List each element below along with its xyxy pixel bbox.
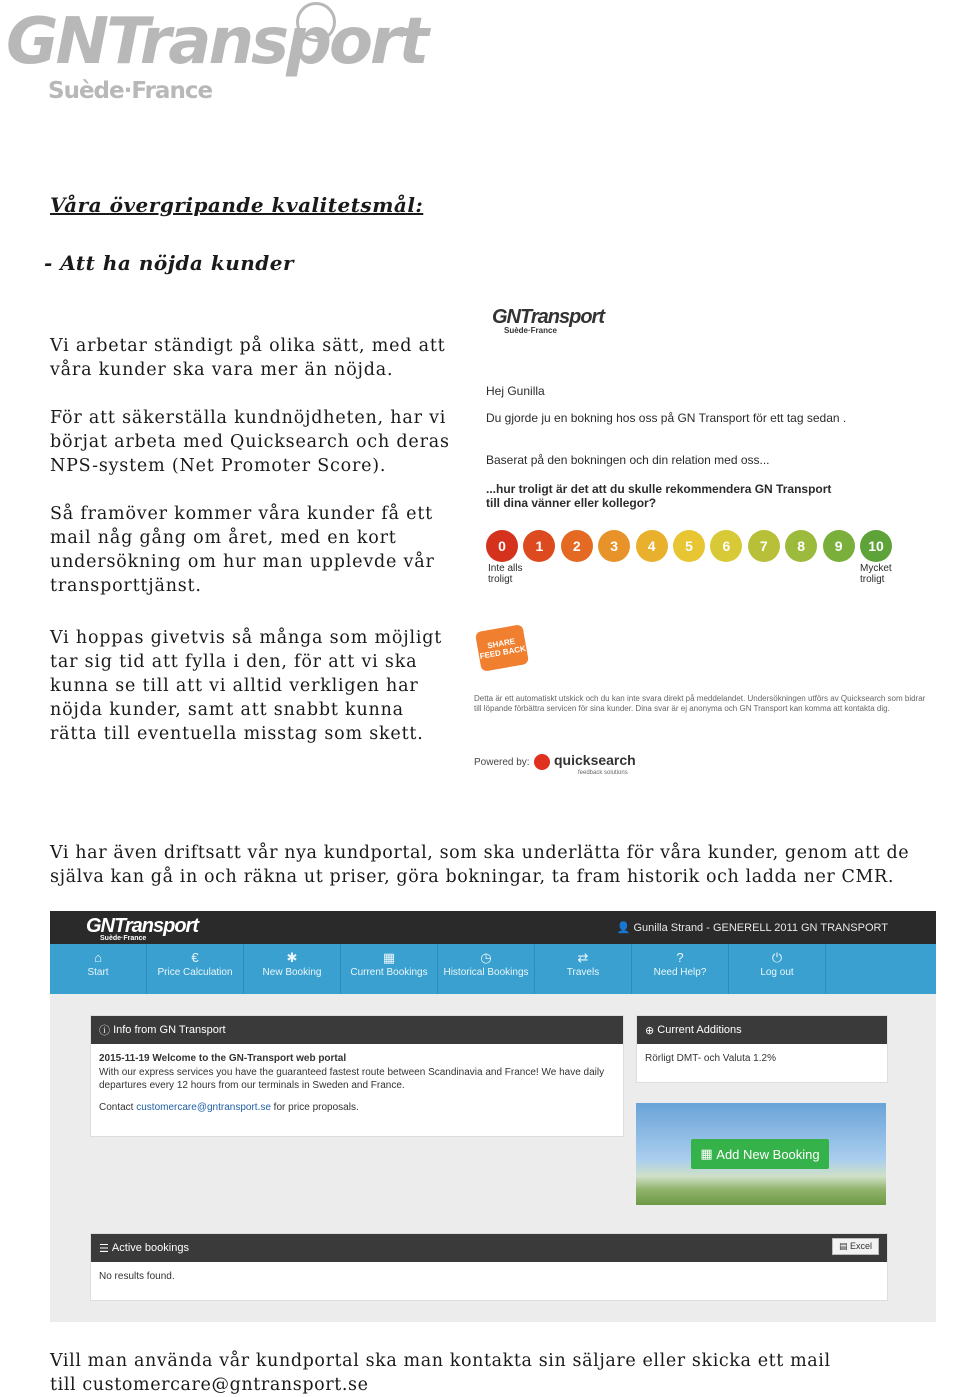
scale-high-label: Mycket troligt <box>860 563 892 585</box>
portal-logo: GNTransport <box>86 915 198 937</box>
quality-goal: - Att ha nöjda kunder <box>44 251 295 275</box>
logo-text: GNTransport <box>6 5 427 79</box>
info-headline: 2015-11-19 Welcome to the GN-Transport web portal <box>99 1053 347 1064</box>
portal-user-label <box>617 921 888 934</box>
survey-logo: GNTransport <box>492 306 604 328</box>
nav-label: Travels <box>566 967 600 978</box>
info-icon: ⓘ <box>99 1025 114 1037</box>
additions-text: Rörligt DMT- och Valuta 1.2% <box>645 1053 776 1064</box>
portal-topbar <box>50 911 936 944</box>
info-panel <box>90 1015 624 1137</box>
nps-score-6[interactable]: 6 <box>710 530 742 562</box>
active-bookings-panel <box>90 1233 888 1301</box>
nav-icon: ? <box>676 950 684 965</box>
excel-label: Excel <box>849 1241 872 1251</box>
contact-email-link[interactable]: customercare@gntransport.se <box>136 1102 271 1113</box>
survey-footer: Detta är ett automatiskt utskick och du kan inte svara direkt på meddelandet. Undersökningen utförs av Quicksearch som bidrar till löpande förbättra servicen för sina kunder. Dina svar är ej anonyma och GN Transport kan komma att kontakta dig. <box>474 694 926 713</box>
active-bookings-title: Active bookings <box>111 1242 189 1254</box>
nav-icon: ⏻ <box>771 950 783 965</box>
nav-icon: ✱ <box>286 950 298 965</box>
nav-item-historical-bookings[interactable] <box>438 944 535 994</box>
nav-icon: ◷ <box>480 950 492 965</box>
nav-label: New Booking <box>262 967 322 978</box>
nav-label: Historical Bookings <box>443 967 529 978</box>
nps-score-9[interactable]: 9 <box>823 530 855 562</box>
nav-icon: ⌂ <box>94 950 102 965</box>
plus-circle-icon: ⊕ <box>645 1024 658 1037</box>
additions-panel-header <box>637 1016 887 1044</box>
company-logo <box>6 2 427 112</box>
share-feedback-badge: SHARE FEED BACK <box>475 624 529 672</box>
nps-score-0[interactable]: 0 <box>486 530 518 562</box>
nav-item-price-calculation[interactable] <box>147 944 244 994</box>
nav-item-start[interactable] <box>50 944 147 994</box>
list-icon: ☰ <box>99 1242 112 1255</box>
nps-score-3[interactable]: 3 <box>598 530 630 562</box>
survey-line-2: Baserat på den bokningen och din relation med oss... <box>486 453 770 467</box>
info-text: With our express services you have the guaranteed fastest route between Scandinavia and France! We have daily departures every 12 hours from our terminals in Sweden and France. <box>99 1067 605 1091</box>
paragraph-6: Vill man använda vår kundportal ska man kontakta sin säljare eller skicka ett mail till customercare@gntransport.se <box>50 1351 831 1395</box>
nps-score-10[interactable]: 10 <box>860 530 892 562</box>
active-bookings-header <box>91 1234 887 1262</box>
paragraph-1: Vi arbetar ständigt på olika sätt, med att våra kunder ska vara mer än nöjda. <box>50 336 446 380</box>
user-icon: 👤 <box>616 922 634 934</box>
survey-greeting: Hej Gunilla <box>486 384 545 398</box>
add-booking-label: Add New Booking <box>716 1146 820 1162</box>
excel-export-button[interactable] <box>832 1238 879 1255</box>
add-new-booking-button[interactable] <box>691 1139 829 1169</box>
info-panel-header <box>91 1016 623 1044</box>
quicksearch-logo-text: quicksearch <box>554 752 636 768</box>
paragraph-3: Så framöver kommer våra kunder få ett mail någ gång om året, med en kort undersökning om hur man upplevde vår transporttjänst. <box>50 504 435 596</box>
portal-screenshot <box>50 911 936 1322</box>
nav-label: Start <box>87 967 109 978</box>
calendar-icon: ▦ <box>700 1146 717 1161</box>
nav-label: Current Bookings <box>350 967 428 978</box>
nav-icon: ▦ <box>382 950 396 965</box>
survey-question-1: ...hur troligt är det att du skulle rekommendera GN Transport <box>486 482 832 496</box>
portal-logo-sub: Suède·France <box>100 935 147 942</box>
nav-item-current-bookings[interactable] <box>341 944 438 994</box>
info-contact-pre: Contact <box>99 1102 137 1113</box>
additions-panel <box>636 1015 888 1083</box>
nps-score-1[interactable]: 1 <box>523 530 555 562</box>
paragraph-2: För att säkerställa kundnöjdheten, har vi börjat arbeta med Quicksearch och deras NPS-system (Net Promoter Score). <box>50 408 450 476</box>
portal-user-name: Gunilla Strand - GENERELL 2011 GN TRANSPORT <box>633 922 888 934</box>
paragraph-4: Vi hoppas givetvis så många som möjligt tar sig tid att fylla i den, för att vi ska kunna se till att vi alltid verkligen har nöjda kunder, samt att snabbt kunna rätta till eventuella misstag som skett. <box>50 628 443 744</box>
nav-label: Log out <box>760 967 794 978</box>
nps-score-4[interactable]: 4 <box>636 530 668 562</box>
excel-icon: ▤ <box>838 1241 850 1251</box>
survey-email <box>470 300 940 790</box>
truck-photo <box>636 1103 886 1205</box>
page-heading: Våra övergripande kvalitetsmål: <box>50 193 424 217</box>
nav-label: Need Help? <box>653 967 707 978</box>
logo-subtext: Suède·France <box>48 78 213 104</box>
powered-by-label: Powered by: <box>474 757 530 768</box>
no-results-text: No results found. <box>99 1271 175 1282</box>
nav-icon: € <box>191 950 199 965</box>
survey-question-2: till dina vänner eller kollegor? <box>486 496 657 510</box>
nav-label: Price Calculation <box>157 967 233 978</box>
nps-score-8[interactable]: 8 <box>785 530 817 562</box>
additions-panel-title: Current Additions <box>657 1024 742 1036</box>
quicksearch-logo-icon <box>534 754 550 770</box>
survey-line-1: Du gjorde ju en bokning hos oss på GN Transport för ett tag sedan . <box>486 411 847 425</box>
nav-item-travels[interactable] <box>535 944 632 994</box>
info-contact-post: for price proposals. <box>270 1102 359 1113</box>
nav-icon: ⇄ <box>577 950 589 965</box>
survey-logo-sub: Suède·France <box>504 326 557 335</box>
info-panel-title: Info from GN Transport <box>113 1024 226 1036</box>
nav-item-new-booking[interactable] <box>244 944 341 994</box>
nps-score-7[interactable]: 7 <box>748 530 780 562</box>
nav-item-need-help[interactable] <box>632 944 729 994</box>
nps-score-5[interactable]: 5 <box>673 530 705 562</box>
paragraph-5: Vi har även driftsatt vår nya kundportal, som ska underlätta för våra kunder, genom att de själva kan gå in och räkna ut priser, göra bokningar, ta fram historik och ladda ner CMR. <box>50 843 910 887</box>
nps-score-2[interactable]: 2 <box>561 530 593 562</box>
quicksearch-tagline: feedback solutions <box>578 770 628 776</box>
nav-item-log-out[interactable] <box>729 944 826 994</box>
portal-nav <box>50 944 936 994</box>
nps-scale <box>486 530 896 564</box>
scale-low-label: Inte alls troligt <box>488 563 523 585</box>
